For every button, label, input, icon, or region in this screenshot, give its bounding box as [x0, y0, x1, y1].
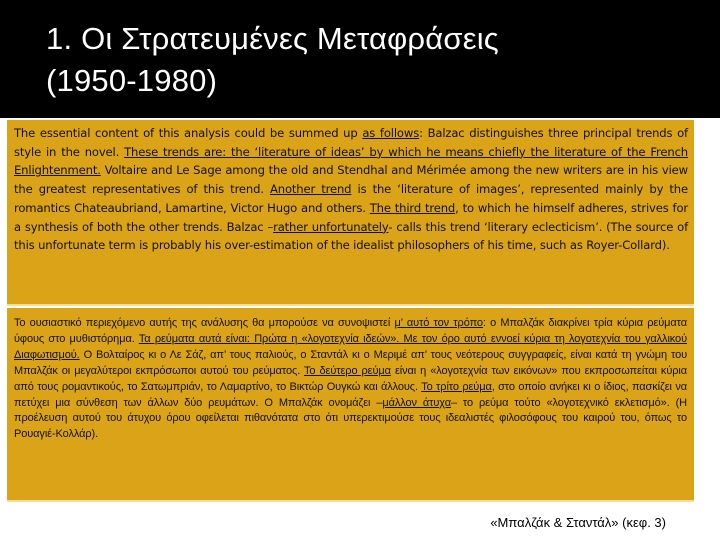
slide-title [46, 18, 706, 102]
greek-underlined-phrase: μ’ αυτό τον τρόπο [394, 317, 483, 329]
english-paragraph [14, 124, 688, 255]
greek-text-segment: Ο Βολταίρος κι ο Λε Σάζ, απ’ τους παλιούς, ο Σταντάλ κι ο Μεριμέ απ’ τους νεότερους συγγραφείς, είναι κατά τη γνώμη του Μπαλζάκ οι μεγαλύτεροι εκπρόσωποι αυτού του ρεύματος. [14, 348, 687, 377]
greek-underlined-phrase: Τα ρεύματα αυτά είναι: Πρώτα η «λογοτεχνία ιδεών». Με τον όρο αυτό εννοεί κύρια τη λογοτεχνία του γαλλικού Διαφωτισμού. [14, 332, 687, 361]
title-bar [0, 0, 720, 118]
greek-underlined-phrase: Το δεύτερο ρεύμα [304, 364, 391, 377]
english-text-segment: The essential content of this analysis could be summed up [14, 126, 363, 140]
english-underlined-phrase: Another trend [269, 182, 352, 197]
english-text-panel [7, 120, 694, 306]
english-text-segment: - calls this trend ‘literary eclecticism’. (The source of this unfortunate term is probably his over-estimation of the idealist philosophers of his time, such as Royer-Collard). [14, 219, 688, 253]
english-text-segment: , to which he himself adheres, strives for a synthesis of both the other trends. Balzac – [14, 200, 689, 234]
greek-text-panel [7, 308, 694, 502]
slide-title-line-1: 1. Οι Στρατευμένες Μεταφράσεις [46, 21, 499, 56]
greek-text-segment: Το ουσιαστικό περιεχόμενο αυτής της ανάλυσης θα μπορούσε να συνοψιστεί [14, 317, 395, 329]
source-caption: «Μπαλζάκ & Σταντάλ» (κεφ. 3) [490, 515, 666, 530]
english-underlined-phrase: These trends are: the ‘literature of ideas’ by which he means chiefly the literature of the French Enlightenment. [14, 144, 688, 178]
greek-underlined-phrase: Το τρίτο ρεύμα [421, 380, 492, 393]
english-underlined-phrase: rather unfortunately [273, 219, 389, 234]
greek-underlined-phrase: μάλλον άτυχα [382, 396, 451, 409]
english-underlined-phrase: as follows [362, 126, 420, 140]
english-text-segment: : Balzac distinguishes three principal trends of style in the novel. [14, 126, 688, 159]
english-text-segment: Voltaire and Le Sage among the old and Stendhal and Mérimée among the new writers are in his view the greatest representatives of this trend. [14, 163, 688, 197]
greek-text-segment: : ο Μπαλζάκ διακρίνει τρία κύρια ρεύματα ύφους στο μυθιστόρημα. [14, 317, 687, 345]
greek-text-segment: – το ρεύμα τούτο «λογοτεχνικό εκλετισμό». (Η προέλευση αυτού του άτυχου όρου οφείλεται πιθανότατα στο ότι υπερεκτιμούσε τους ιδεαλιστές φιλοσόφους του καιρού του, όπως το Ρουαγιέ-Κολλάρ). [14, 396, 687, 441]
greek-paragraph [14, 316, 687, 443]
greek-text-segment: , στο οποίο ανήκει κι ο ίδιος, πασκίζει να πετύχει μια σύνθεση των άλλων δύο ρευμάτων. Ο Μπαλζάκ ονομάζει – [14, 380, 687, 409]
slide-title-line-2: (1950-1980) [46, 63, 218, 98]
english-text-segment: is the ‘literature of images’, represented mainly by the romantics Chateaubriand, Lamartine, Victor Hugo and others. [14, 182, 688, 215]
english-underlined-phrase: The third trend [369, 200, 456, 215]
greek-text-segment: είναι η «λογοτεχνία των εικόνων» που εκπροσωπείται κύρια από τους ρομαντικούς, το Σατωμπριάν, το Λαμαρτίνο, το Βικτώρ Ουγκώ και άλλους. [14, 364, 687, 393]
